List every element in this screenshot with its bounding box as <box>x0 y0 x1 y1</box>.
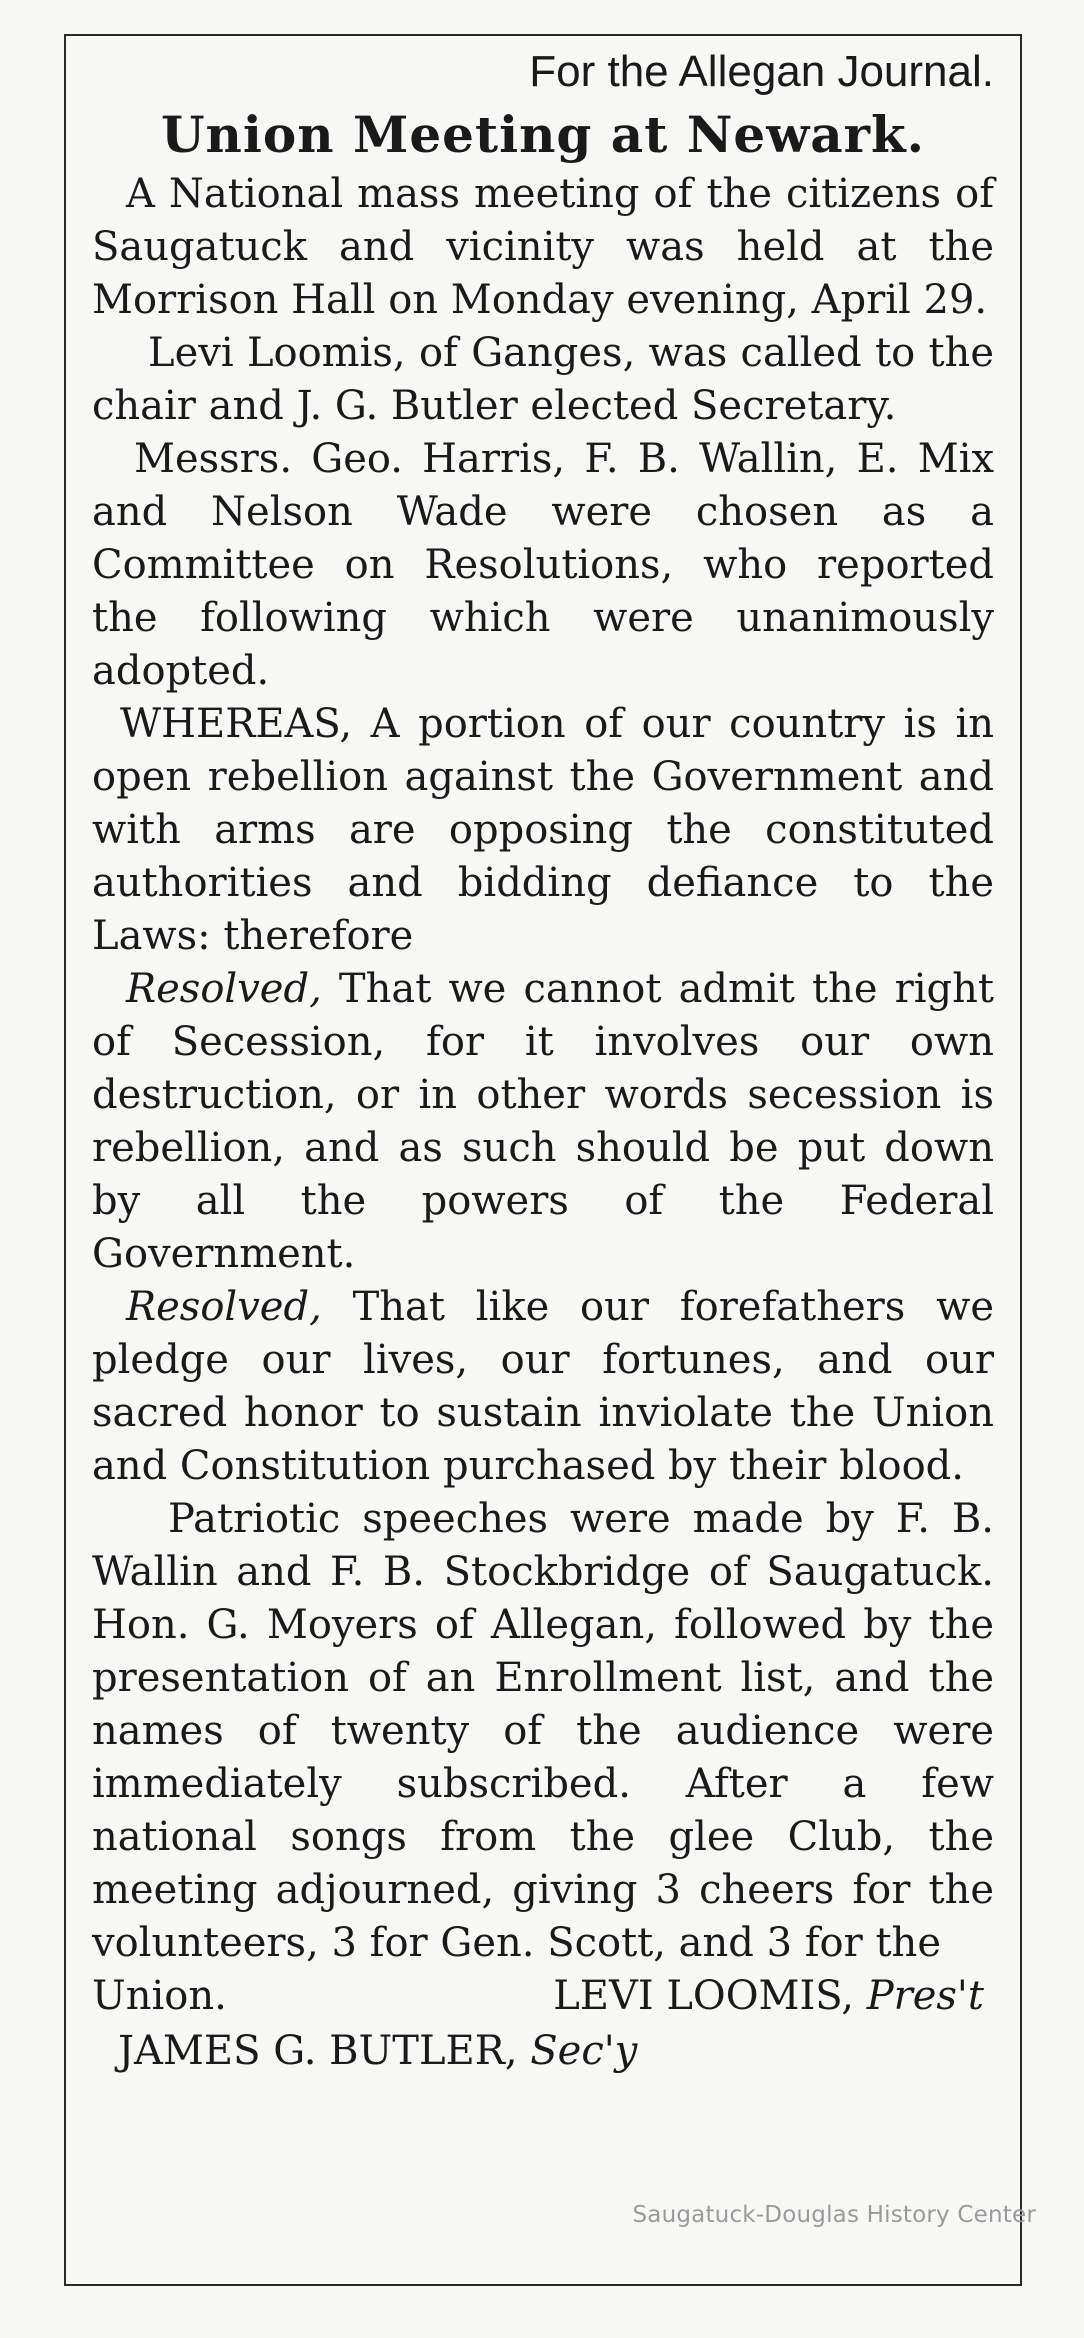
paragraph-meeting-intro: A National mass meeting of the citizens of Saugatuck and vicinity was held at the Morrison Hall on Monday evening, April 29. <box>92 171 994 323</box>
secretary-name: JAMES G. BUTLER, <box>118 2028 531 2074</box>
president-signature <box>553 1970 994 2023</box>
resolution-text: That like our forefathers we pledge our lives, our fortunes, and our sacred honor to sustain inviolate the Union and Constitution purchased by their blood. <box>92 1284 994 1489</box>
history-center-watermark: Saugatuck-Douglas History Center <box>632 2202 1036 2228</box>
secretary-signature <box>118 2025 994 2078</box>
resolution-text: That we cannot admit the right of Secession, for it involves our own destruction, or in other words secession is rebellion, and as such should be put down by all the powers of the Federal Government. <box>92 966 994 1277</box>
paragraph-speeches: Patriotic speeches were made by F. B. Wallin and F. B. Stockbridge of Saugatuck. Hon. G. Moyers of Allegan, followed by the presentation of an Enrollment list, and the names of twenty of the audience were immediately subscribed. After a few national songs from the glee Club, the meeting adjourned, giving 3 cheers for the volunteers, 3 for Gen. Scott, and 3 for the <box>92 1496 994 1966</box>
closing-word: Union. <box>92 1973 227 2019</box>
paragraph-whereas: WHEREAS, A portion of our country is in open rebellion against the Government and with arms are opposing the constituted authorities and bidding defiance to the Laws: therefore <box>92 701 994 959</box>
secretary-title: Sec'y <box>530 2028 638 2074</box>
resolution-pledge <box>92 1281 994 1493</box>
newspaper-article <box>92 40 994 2078</box>
dateline: For the Allegan Journal. <box>529 47 994 96</box>
resolved-label: Resolved, <box>126 1284 322 1330</box>
resolution-secession <box>92 963 994 1281</box>
president-name: LEVI LOOMIS, <box>553 1973 867 2019</box>
resolved-label: Resolved, <box>126 966 322 1012</box>
president-signature-line <box>92 1970 994 2023</box>
headline: Union Meeting at Newark. <box>160 105 926 164</box>
president-title: Pres't <box>866 1973 984 2019</box>
paragraph-chair: Levi Loomis, of Ganges, was called to the chair and J. G. Butler elected Secretary. <box>92 330 994 429</box>
paragraph-committee: Messrs. Geo. Harris, F. B. Wallin, E. Mix and Nelson Wade were chosen as a Committee on Resolutions, who reported the following which were unanimously adopted. <box>92 436 994 694</box>
